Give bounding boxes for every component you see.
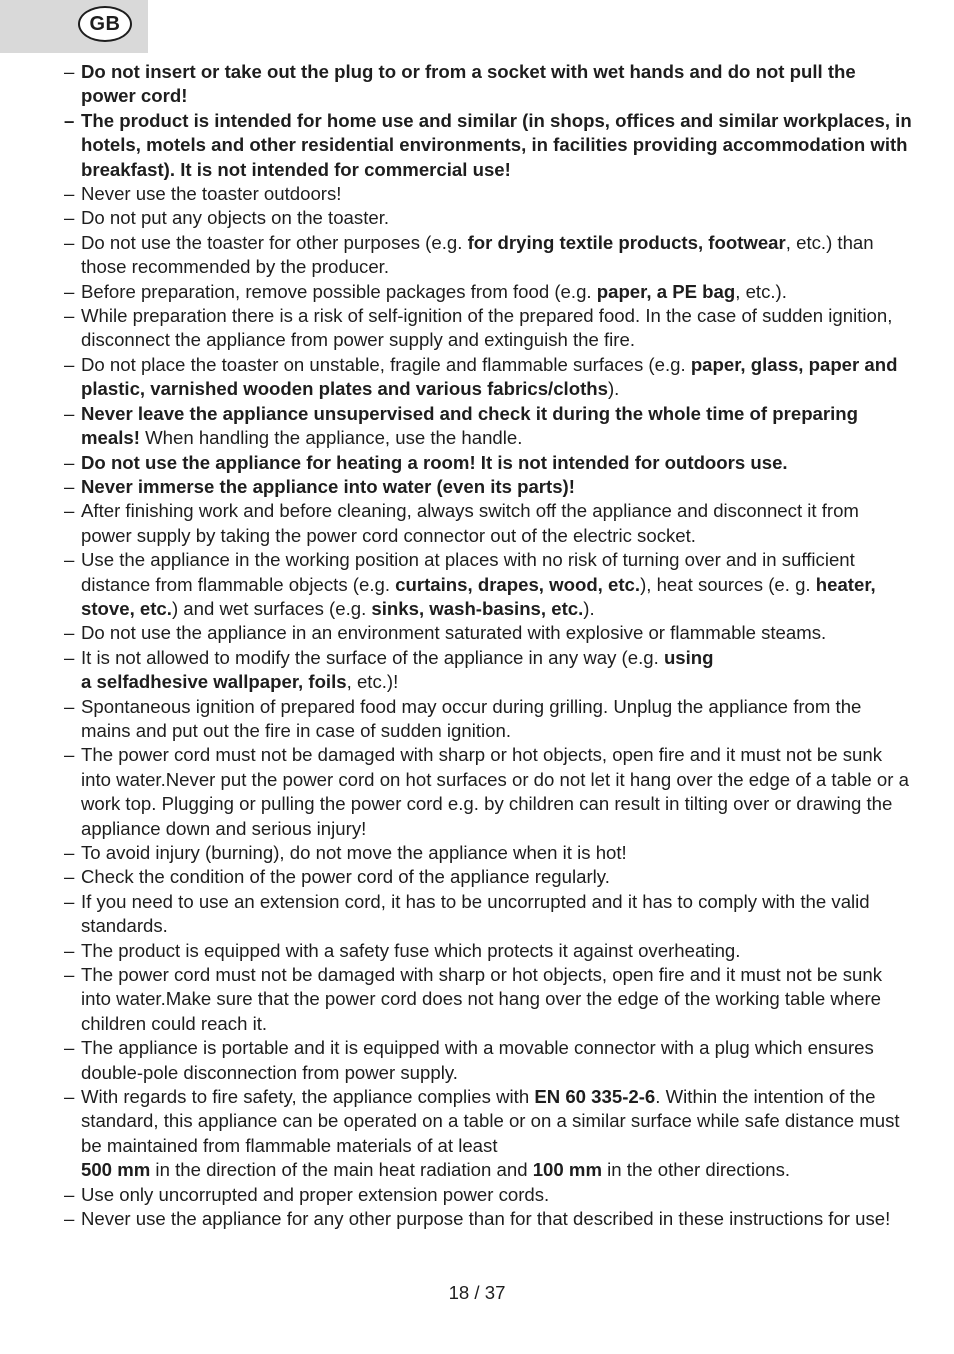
safety-instruction-item	[64, 1036, 912, 1085]
emphasized-text: The product is intended for home use and similar (in shops, offices and similar workplaces, in hotels, motels and other residential environments, in facilities providing accommodation with breakfast). It is not intended for commercial use!	[81, 109, 912, 180]
safety-instruction-item	[64, 353, 912, 402]
instruction-text: in the direction of the main heat radiation and	[150, 1159, 533, 1181]
instruction-text: After finishing work and before cleaning, always switch off the appliance and disconnect it from power supply by taking the power cord connector out of the electric socket.	[81, 500, 859, 546]
instruction-text: Before preparation, remove possible packages from food (e.g.	[81, 280, 597, 302]
safety-instruction-item	[64, 695, 912, 744]
instruction-text: Spontaneous ignition of prepared food may occur during grilling. Unplug the appliance from the mains and put out the fire in case of sudden ignition.	[81, 695, 862, 741]
emphasized-text: Never leave the appliance unsupervised and check it during the whole time of preparing meals!	[81, 402, 859, 449]
safety-instruction-item	[64, 1207, 912, 1231]
emphasized-text: sinks, wash-basins, etc.	[371, 597, 584, 619]
safety-instruction-item	[64, 206, 912, 230]
emphasized-text: for drying textile products, footwear	[467, 231, 786, 253]
safety-instruction-item	[64, 548, 912, 621]
instruction-text: Do not use the appliance in an environment saturated with explosive or flammable steams.	[81, 622, 827, 644]
emphasized-text: paper, glass, paper and plastic, varnished wooden plates and various fabrics/cloths	[81, 353, 898, 400]
safety-instruction-item	[64, 963, 912, 1036]
emphasized-text: heater, stove, etc.	[81, 573, 876, 619]
safety-instruction-item	[64, 60, 912, 109]
instruction-text: The power cord must not be damaged with sharp or hot objects, open fire and it must not be sunk into water.Make sure that the power cord does not hang over the edge of the working table where children could reach it.	[81, 964, 883, 1034]
safety-instruction-item	[64, 280, 912, 304]
instruction-text: ).	[583, 597, 595, 619]
language-tab	[0, 0, 148, 53]
safety-instruction-item	[64, 109, 912, 182]
instruction-text: in the other directions.	[601, 1159, 791, 1181]
instruction-text: ), heat sources (e. g.	[640, 573, 816, 595]
instruction-text: To avoid injury (burning), do not move the appliance when it is hot!	[81, 842, 627, 863]
instruction-text: The appliance is portable and it is equipped with a movable connector with a plug which ensures double-pole disconnection from power supply.	[81, 1037, 874, 1083]
safety-instruction-item	[64, 402, 912, 451]
safety-instruction-item	[64, 841, 912, 865]
instruction-text: . Within the intention of the standard, this appliance can be operated on a table or on a similar surface while safe distance must be maintained from flammable materials of at least	[81, 1086, 900, 1156]
safety-instruction-item	[64, 646, 912, 695]
page-number: 18 / 37	[448, 1282, 506, 1303]
safety-instruction-item	[64, 1183, 912, 1207]
language-badge: GB	[78, 6, 132, 42]
safety-instruction-item	[64, 890, 912, 939]
instruction-text: Use only uncorrupted and proper extension power cords.	[81, 1183, 550, 1205]
instruction-text: ) and wet surfaces (e.g.	[171, 597, 372, 619]
emphasized-text: a selfadhesive wallpaper, foils	[81, 671, 347, 693]
safety-instruction-item	[64, 475, 912, 499]
instruction-text: , etc.) than those recommended by the producer.	[81, 231, 874, 278]
safety-instruction-item	[64, 743, 912, 841]
safety-instruction-item	[64, 304, 912, 353]
instruction-text: It is not allowed to modify the surface of the appliance in any way (e.g.	[81, 646, 664, 668]
instruction-text: ).	[607, 378, 620, 400]
safety-instruction-item	[64, 621, 912, 645]
instruction-text: While preparation there is a risk of self-ignition of the prepared food. In the case of sudden ignition, disconnect the appliance from power supply and extinguish the fire.	[81, 305, 893, 351]
instruction-text: Do not place the toaster on unstable, fragile and flammable surfaces (e.g.	[81, 353, 691, 375]
instruction-text: Check the condition of the power cord of the appliance regularly.	[81, 866, 610, 888]
instruction-text: Do not put any objects on the toaster.	[81, 207, 390, 229]
emphasized-text: paper, a PE bag	[596, 280, 736, 302]
emphasized-text: 500 mm	[81, 1159, 151, 1181]
emphasized-text: EN 60 335-2-6	[534, 1086, 656, 1108]
emphasized-text: Do not insert or take out the plug to or from a socket with wet hands and do not pull the power cord!	[81, 61, 856, 107]
emphasized-text: curtains, drapes, wood, etc.	[395, 573, 641, 595]
emphasized-text: 100 mm	[532, 1159, 602, 1181]
instruction-text: The product is equipped with a safety fuse which protects it against overheating.	[81, 939, 741, 961]
instruction-text: The power cord must not be damaged with sharp or hot objects, open fire and it must not be sunk into water.Never put the power cord on hot surfaces or do not let it hang over the edge of a table or a work top. Plugging or pulling the power cord e.g. by children can result in tilting over or drawing the appliance down and serious injury!	[81, 744, 909, 839]
safety-instruction-item	[64, 865, 912, 889]
instruction-text: With regards to fire safety, the appliance complies with	[81, 1086, 535, 1108]
instruction-text: When handling the appliance, use the handle.	[139, 427, 523, 449]
emphasized-text: using	[663, 646, 714, 668]
instruction-text: , etc.).	[735, 280, 787, 302]
emphasized-text: Do not use the appliance for heating a room! It is not intended for outdoors use.	[81, 451, 788, 473]
instruction-text: , etc.)!	[346, 671, 399, 693]
safety-instruction-item	[64, 182, 912, 206]
instruction-text: Never use the appliance for any other purpose than for that described in these instructions for use!	[81, 1208, 891, 1230]
instruction-text: If you need to use an extension cord, it has to be uncorrupted and it has to comply with the valid standards.	[81, 890, 870, 937]
instruction-text: Use the appliance in the working position at places with no risk of turning over and in sufficient distance from flammable objects (e.g.	[81, 549, 855, 595]
safety-instruction-item	[64, 499, 912, 548]
safety-instruction-item	[64, 1085, 912, 1183]
instruction-text: Do not use the toaster for other purposes (e.g.	[81, 231, 468, 253]
safety-instruction-item	[64, 939, 912, 963]
emphasized-text: Never immerse the appliance into water (even its parts)!	[81, 475, 575, 497]
instruction-text: Never use the toaster outdoors!	[81, 183, 342, 205]
safety-instructions-list	[64, 60, 912, 1232]
safety-instruction-item	[64, 231, 912, 280]
safety-instruction-item	[64, 451, 912, 475]
